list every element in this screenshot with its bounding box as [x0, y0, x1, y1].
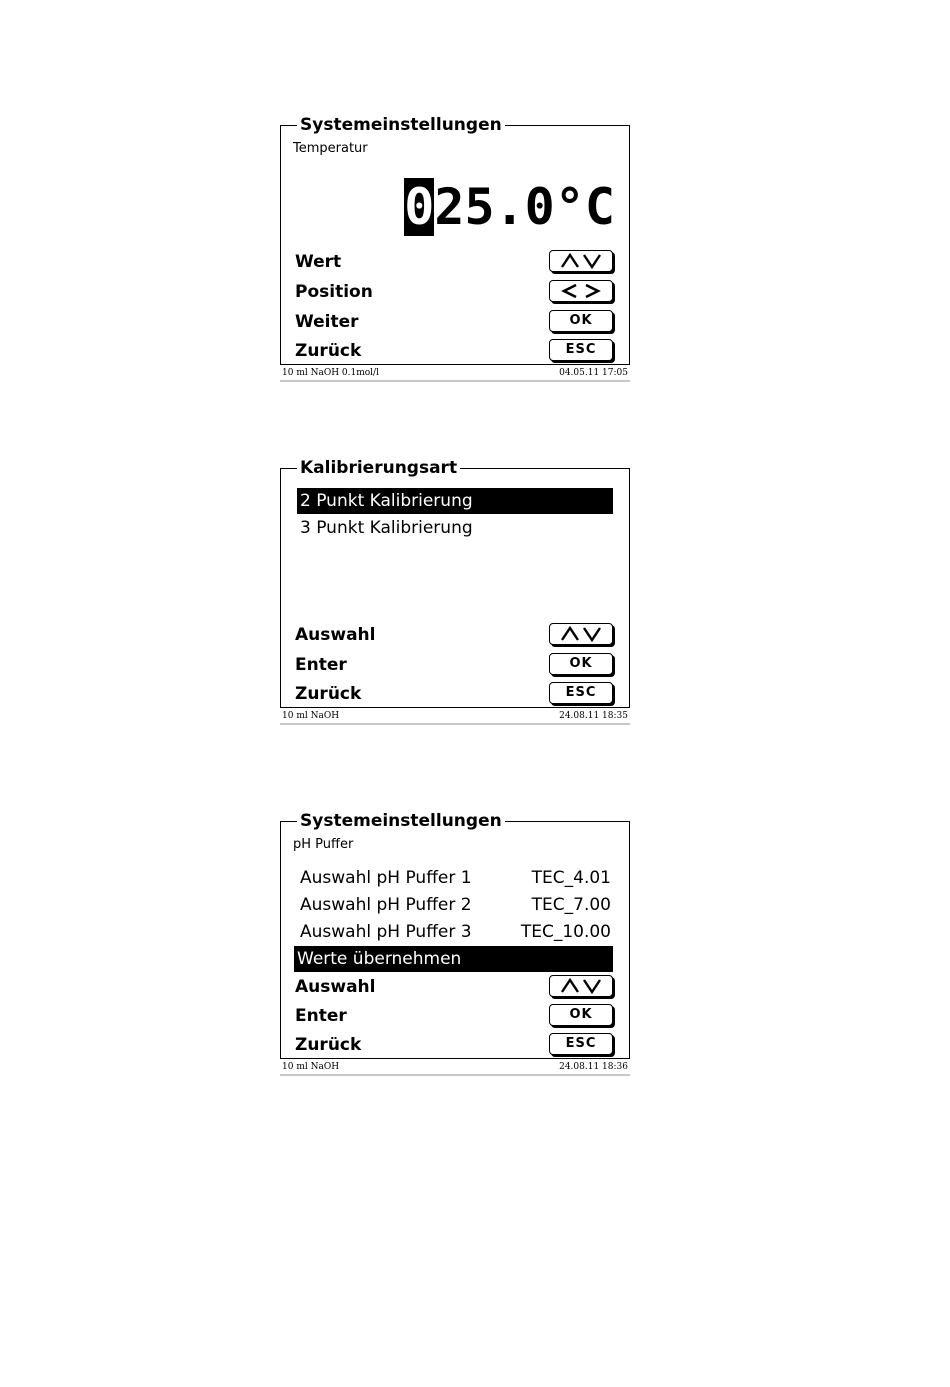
screen-frame	[280, 115, 630, 365]
softkey-row-back	[295, 1033, 613, 1057]
screen-frame	[280, 458, 630, 708]
screen-frame	[280, 811, 630, 1059]
list-item-label: Auswahl pH Puffer 1	[300, 868, 472, 888]
status-method: 10 ml NaOH	[282, 711, 340, 721]
screen-title: Systemeinstellungen	[297, 117, 505, 134]
up-down-arrows-icon	[559, 253, 603, 269]
softkey-label: Enter	[295, 655, 347, 675]
list-item-value: TEC_10.00	[520, 922, 611, 942]
status-datetime: 24.08.11 18:35	[559, 711, 628, 721]
softkey-row-position	[295, 280, 613, 304]
status-bar	[280, 366, 630, 382]
screen-subtitle: pH Puffer	[293, 837, 354, 852]
status-bar	[280, 1060, 630, 1076]
up-down-key[interactable]	[549, 975, 613, 997]
ok-key[interactable]: OK	[549, 653, 613, 675]
softkey-row-back	[295, 682, 613, 706]
list-item-label: Werte übernehmen	[297, 949, 462, 969]
softkey-label: Zurück	[295, 684, 362, 704]
softkey-label: Position	[295, 282, 373, 302]
ph-buffer-settings-screen	[277, 812, 633, 1080]
up-down-arrows-icon	[559, 978, 603, 994]
cursor-digit: 0	[404, 178, 435, 236]
up-down-key[interactable]	[549, 250, 613, 272]
softkey-label: Enter	[295, 1006, 347, 1026]
list-item[interactable]	[297, 919, 613, 945]
up-down-key[interactable]	[549, 623, 613, 645]
list-item-label: Auswahl pH Puffer 2	[300, 895, 472, 915]
list-item-label: 3 Punkt Kalibrierung	[300, 518, 473, 538]
softkey-row-select	[295, 975, 613, 999]
softkey-label: Wert	[295, 252, 342, 272]
list-item-value: TEC_7.00	[531, 895, 611, 915]
softkey-row-next	[295, 310, 613, 334]
softkey-row-value	[295, 250, 613, 274]
status-method: 10 ml NaOH	[282, 1062, 340, 1072]
softkey-row-select	[295, 623, 613, 647]
screen-title: Systemeinstellungen	[297, 813, 505, 830]
list-item[interactable]	[297, 515, 613, 541]
status-datetime: 04.05.11 17:05	[559, 368, 628, 378]
screen-subtitle: Temperatur	[293, 141, 368, 156]
softkey-label: Zurück	[295, 341, 362, 361]
list-item[interactable]	[294, 946, 613, 972]
left-right-arrows-icon	[559, 283, 603, 299]
softkey-row-enter	[295, 653, 613, 677]
list-item-label: 2 Punkt Kalibrierung	[300, 491, 473, 511]
left-right-key[interactable]	[549, 280, 613, 302]
softkey-label: Zurück	[295, 1035, 362, 1055]
temperature-value-input[interactable]	[404, 178, 615, 236]
list-item[interactable]	[297, 865, 613, 891]
temperature-settings-screen	[277, 116, 633, 386]
status-method: 10 ml NaOH 0.1mol/l	[282, 368, 379, 378]
status-datetime: 24.08.11 18:36	[559, 1062, 628, 1072]
status-bar	[280, 709, 630, 725]
screen-title: Kalibrierungsart	[297, 460, 460, 477]
list-item[interactable]	[297, 488, 613, 514]
ok-key[interactable]: OK	[549, 310, 613, 332]
esc-key[interactable]: ESC	[549, 339, 613, 361]
ok-key[interactable]: OK	[549, 1004, 613, 1026]
softkey-row-enter	[295, 1004, 613, 1028]
esc-key[interactable]: ESC	[549, 1033, 613, 1055]
up-down-arrows-icon	[559, 626, 603, 642]
esc-key[interactable]: ESC	[549, 682, 613, 704]
softkey-label: Auswahl	[295, 625, 376, 645]
softkey-row-back	[295, 339, 613, 363]
calibration-type-screen	[277, 459, 633, 729]
softkey-label: Weiter	[295, 312, 359, 332]
list-item-label: Auswahl pH Puffer 3	[300, 922, 472, 942]
softkey-label: Auswahl	[295, 977, 376, 997]
list-item-value: TEC_4.01	[531, 868, 611, 888]
temperature-value-rest: 25.0°C	[434, 178, 615, 236]
list-item[interactable]	[297, 892, 613, 918]
